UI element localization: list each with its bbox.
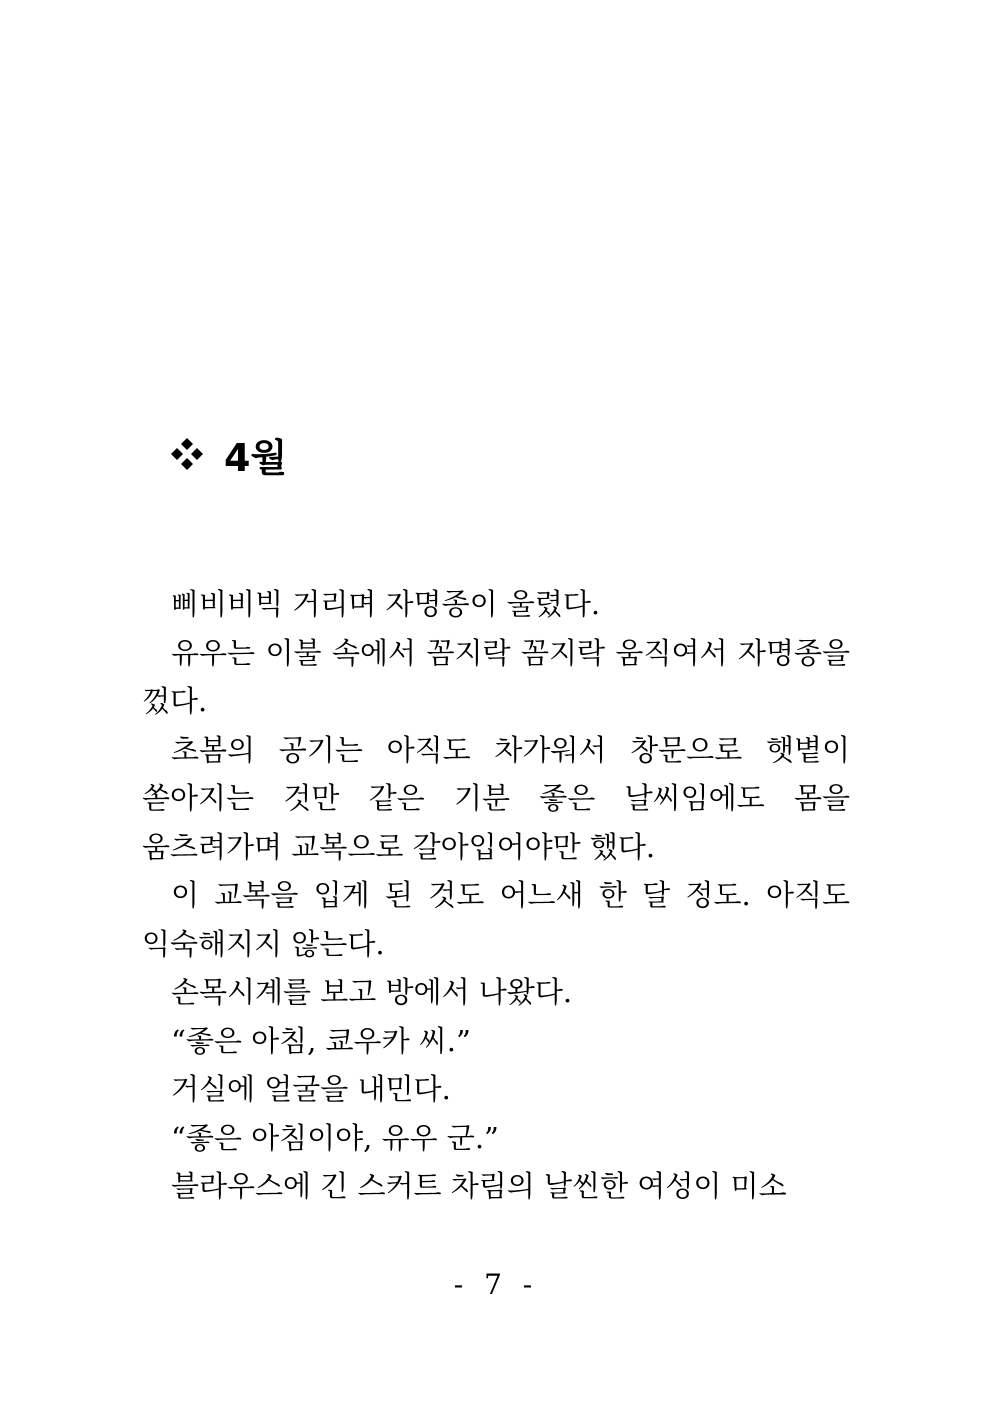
chapter-title: 4월 <box>224 435 288 480</box>
dialogue-line-2: “좋은 아침이야, 유우 군.” <box>171 1120 499 1155</box>
dialogue-line-1: “좋은 아침, 쿄우카 씨.” <box>171 1023 471 1058</box>
chapter-heading <box>170 426 287 482</box>
page-number: - 7 - <box>453 1268 539 1301</box>
paragraph-4: 이 교복을 입게 된 것도 어느새 한 달 정도. 아직도 익숙해지지 않는다. <box>142 878 850 961</box>
paragraph-3: 초봄의 공기는 아직도 차가워서 창문으로 햇볕이 쏟아지는 것만 같은 기분 좋은 날씨임에도 몸을 움츠려가며 교복으로 갈아입어야만 했다. <box>142 732 850 864</box>
paragraph-6: 거실에 얼굴을 내민다. <box>171 1072 451 1106</box>
four-diamond-ornament-icon <box>170 437 204 471</box>
paragraph-1: 삐비비빅 거리며 자명종이 울렸다. <box>171 587 601 621</box>
paragraph-7: 블라우스에 긴 스커트 차림의 날씬한 여성이 미소 <box>171 1169 787 1203</box>
paragraph-5: 손목시계를 보고 방에서 나왔다. <box>171 975 573 1009</box>
body-text <box>142 580 850 1211</box>
paragraph-2: 유우는 이불 속에서 꼼지락 꼼지락 움직여서 자명종을 껐다. <box>142 635 850 718</box>
